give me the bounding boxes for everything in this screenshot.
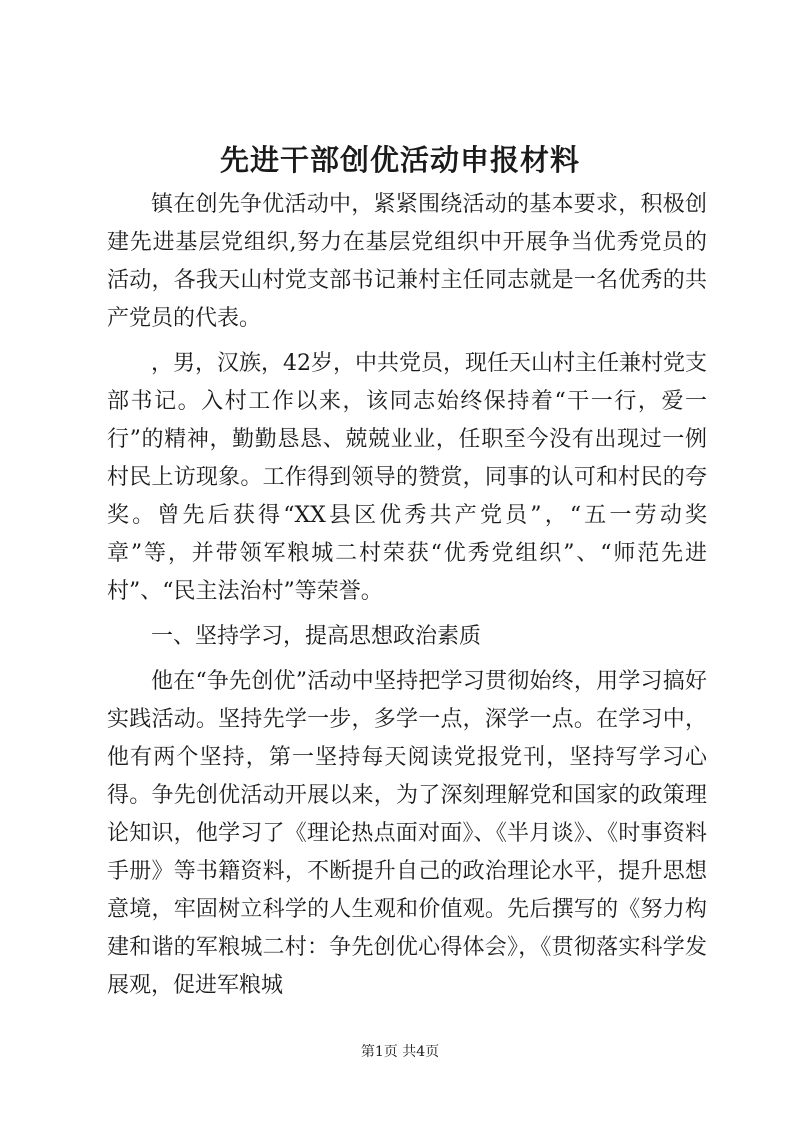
page-number: 第1页 共4页 (360, 1044, 440, 1060)
section-heading: 一、坚持学习，提高思想政治素质 (151, 624, 482, 649)
paragraph-profile: ，男，汉族，42岁，中共党员，现任天山村主任兼村党支部书记。入村工作以来，该同志始终保持着“干一行，爱一行”的精神，勤勤恳恳、兢兢业业，任职至今没有出现过一例村民上访现象。工作得到领导的赞赏，同事的认可和村民的夸奖。曾先后获得“XX县区优秀共产党员”，“五一劳动奖章”等，并带领军粮城二村荣获“优秀党组织”、“师范先进村”、“民主法治村”等荣誉。 (107, 351, 707, 604)
document-body (107, 186, 707, 1012)
paragraph-study: 他在“争先创优”活动中坚持把学习贯彻始终，用学习搞好实践活动。坚持先学一步，多学一点，深学一点。在学习中，他有两个坚持，第一坚持每天阅读党报党刊，坚持写学习心得。争先创优活动开展以来，为了深刻理解党和国家的政策理论知识，他学习了《理论热点面对面》、《半月谈》、《时事资料手册》等书籍资料，不断提升自己的政治理论水平，提升思想意境，牢固树立科学的人生观和价值观。先后撰写的《努力构建和谐的军粮城二村：争先创优心得体会》，《贯彻落实科学发展观，促进军粮城 (107, 669, 707, 998)
document-title: 先进干部创优活动申报材料 (219, 143, 580, 177)
paragraph-intro: 镇在创先争优活动中，紧紧围绕活动的基本要求，积极创建先进基层党组织,努力在基层党组织中开展争当优秀党员的活动，各我天山村党支部书记兼村主任同志就是一名优秀的共产党员的代表。 (107, 192, 707, 331)
